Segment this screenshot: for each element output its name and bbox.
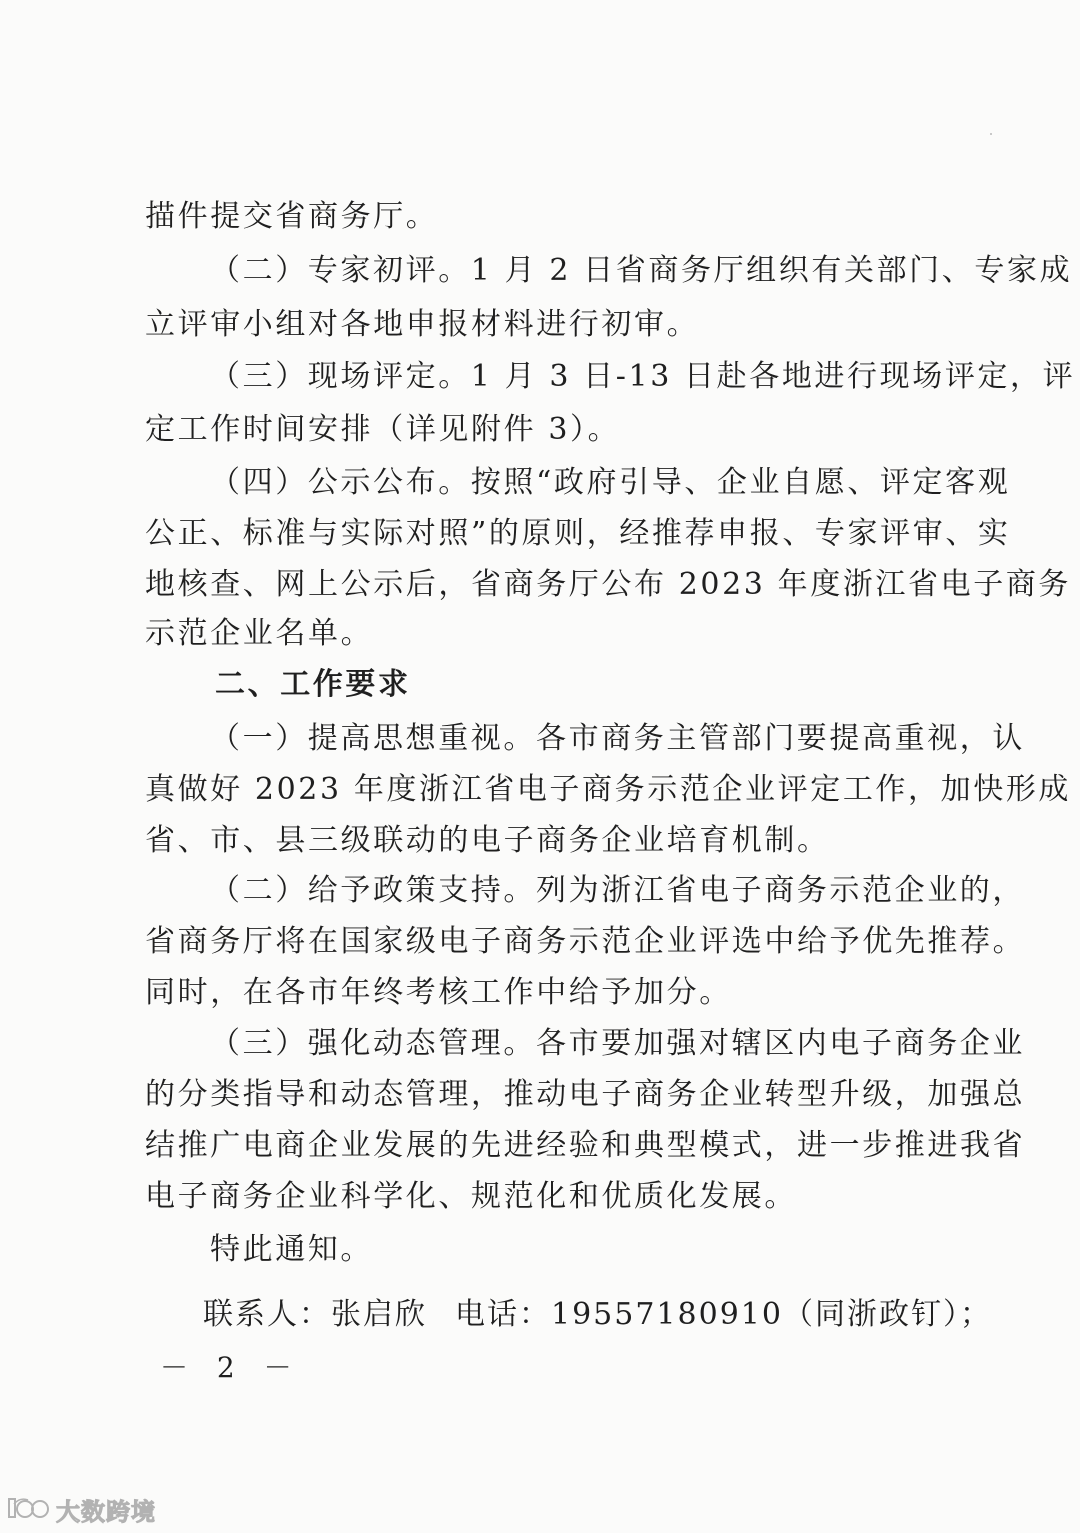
body-line: 的分类指导和动态管理，推动电子商务企业转型升级，加强总 xyxy=(145,1077,1026,1112)
watermark-text: 大数跨境 xyxy=(56,1497,156,1526)
page-number: － 2 － xyxy=(160,1351,302,1384)
body-line: 真做好 2023 年度浙江省电子商务示范企业评定工作，加快形成 xyxy=(145,772,1072,807)
body-line: 公正、标准与实际对照”的原则，经推荐申报、专家评审、实 xyxy=(145,516,1011,551)
contact-person: 联系人：张启欣 xyxy=(203,1297,427,1332)
body-line: 描件提交省商务厅。 xyxy=(145,199,439,234)
body-line: 立评审小组对各地申报材料进行初审。 xyxy=(145,307,700,342)
closing-text: 特此通知。 xyxy=(210,1232,373,1267)
body-line: （二）专家初评。1 月 2 日省商务厅组织有关部门、专家成 xyxy=(210,253,1073,288)
body-line: （二）给予政策支持。列为浙江省电子商务示范企业的， xyxy=(210,873,1025,908)
section-heading: 二、工作要求 xyxy=(215,667,411,702)
watermark xyxy=(6,1492,156,1526)
body-line: 地核查、网上公示后，省商务厅公布 2023 年度浙江省电子商务 xyxy=(145,567,1072,602)
watermark-logo-icon xyxy=(6,1495,50,1523)
contact-line xyxy=(203,1295,992,1335)
body-line: 结推广电商企业发展的先进经验和典型模式，进一步推进我省 xyxy=(145,1128,1026,1163)
body-line: （三）现场评定。1 月 3 日-13 日赴各地进行现场评定，评 xyxy=(210,359,1076,394)
body-line: 电子商务企业科学化、规范化和优质化发展。 xyxy=(145,1179,797,1214)
body-line: （三）强化动态管理。各市要加强对辖区内电子商务企业 xyxy=(210,1026,1025,1061)
body-line: 省商务厅将在国家级电子商务示范企业评选中给予优先推荐。 xyxy=(145,924,1026,959)
body-line: 省、市、县三级联动的电子商务企业培育机制。 xyxy=(145,823,830,858)
body-line: 定工作时间安排（详见附件 3）。 xyxy=(145,412,621,447)
body-line: 同时，在各市年终考核工作中给予加分。 xyxy=(145,975,732,1010)
contact-phone: 电话：19557180910（同浙政钉）； xyxy=(455,1297,992,1332)
body-line: （四）公示公布。按照“政府引导、企业自愿、评定客观 xyxy=(210,465,1011,500)
body-line: 示范企业名单。 xyxy=(145,616,374,651)
body-line: （一）提高思想重视。各市商务主管部门要提高重视，认 xyxy=(210,721,1025,756)
scan-speck xyxy=(990,133,992,135)
